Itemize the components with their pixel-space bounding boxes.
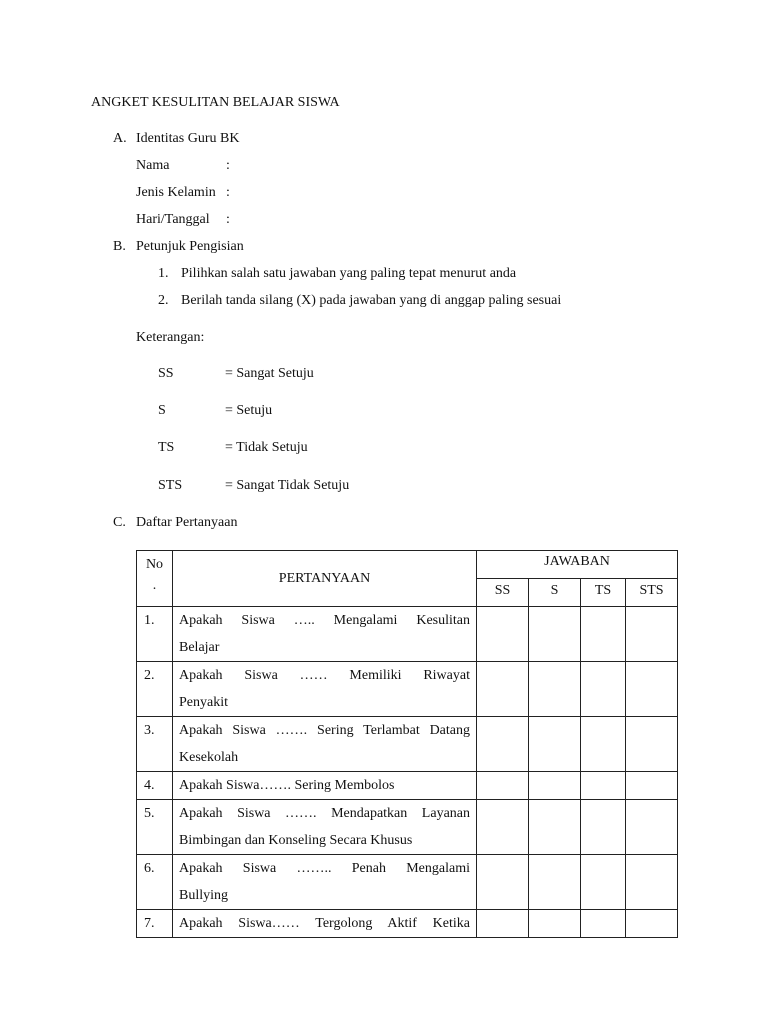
question-line-1: Apakah Siswa ……. Sering Terlambat Datang — [179, 723, 470, 738]
answer-cell-ss[interactable] — [477, 910, 529, 938]
legend-meaning-ts: = Tidak Setuju — [225, 440, 308, 455]
answer-cell-s[interactable] — [529, 910, 581, 938]
question-text — [173, 662, 477, 717]
section-c-heading: Daftar Pertanyaan — [136, 515, 238, 530]
row-number: 3. — [137, 717, 173, 772]
row-number: 1. — [137, 607, 173, 662]
question-line-1: Apakah Siswa…… Tergolong Aktif Ketika — [179, 916, 470, 931]
row-number: 5. — [137, 800, 173, 855]
answer-cell-s[interactable] — [529, 800, 581, 855]
question-line-1: Apakah Siswa …… Memiliki Riwayat — [179, 668, 470, 683]
answer-cell-s[interactable] — [529, 662, 581, 717]
legend-code-s: S — [158, 403, 166, 418]
row-number: 2. — [137, 662, 173, 717]
answer-cell-ss[interactable] — [477, 772, 529, 800]
table-row — [137, 607, 678, 662]
field-label-hari-tanggal: Hari/Tanggal — [136, 212, 210, 227]
section-c-letter: C. — [113, 515, 126, 530]
table-row — [137, 910, 678, 938]
header-pertanyaan: PERTANYAAN — [173, 551, 477, 607]
answer-cell-s[interactable] — [529, 855, 581, 910]
question-table — [136, 550, 678, 938]
header-answer-s: S — [529, 579, 581, 607]
question-line-2: Bullying — [179, 888, 229, 903]
legend-code-ts: TS — [158, 440, 175, 455]
answer-cell-ss[interactable] — [477, 717, 529, 772]
header-jawaban: JAWABAN — [477, 551, 678, 579]
answer-cell-s[interactable] — [529, 607, 581, 662]
question-text — [173, 855, 477, 910]
keterangan-label: Keterangan: — [136, 330, 205, 345]
step-1-number: 1. — [158, 266, 169, 281]
legend-meaning-ss: = Sangat Setuju — [225, 366, 314, 381]
answer-cell-sts[interactable] — [626, 910, 678, 938]
header-answer-sts: STS — [626, 579, 678, 607]
answer-cell-sts[interactable] — [626, 662, 678, 717]
step-2-text: Berilah tanda silang (X) pada jawaban yang di anggap paling sesuai — [181, 293, 562, 308]
answer-cell-ts[interactable] — [581, 800, 626, 855]
question-line-1: Apakah Siswa……. Sering Membolos — [179, 778, 395, 793]
question-line-2: Belajar — [179, 640, 220, 655]
header-no — [137, 551, 173, 607]
table-row — [137, 800, 678, 855]
answer-cell-s[interactable] — [529, 772, 581, 800]
table-row — [137, 662, 678, 717]
table-row — [137, 717, 678, 772]
answer-cell-ss[interactable] — [477, 855, 529, 910]
answer-cell-ts[interactable] — [581, 772, 626, 800]
field-colon-jenis-kelamin: : — [226, 185, 230, 200]
answer-cell-sts[interactable] — [626, 607, 678, 662]
answer-cell-ts[interactable] — [581, 662, 626, 717]
legend-meaning-s: = Setuju — [225, 403, 273, 418]
question-line-1: Apakah Siswa ……. Mendapatkan Layanan — [179, 806, 470, 821]
section-a-letter: A. — [113, 131, 127, 146]
document-title: ANGKET KESULITAN BELAJAR SISWA — [91, 95, 340, 110]
answer-cell-ts[interactable] — [581, 855, 626, 910]
table-row — [137, 855, 678, 910]
field-colon-hari-tanggal: : — [226, 212, 230, 227]
question-text — [173, 717, 477, 772]
field-label-jenis-kelamin: Jenis Kelamin — [136, 185, 216, 200]
row-number: 4. — [137, 772, 173, 800]
answer-cell-ts[interactable] — [581, 607, 626, 662]
table-row — [137, 772, 678, 800]
answer-cell-sts[interactable] — [626, 800, 678, 855]
field-label-nama: Nama — [136, 158, 170, 173]
section-a-heading: Identitas Guru BK — [136, 131, 240, 146]
answer-cell-ts[interactable] — [581, 717, 626, 772]
header-no-dot: . — [152, 578, 157, 593]
question-line-2: Penyakit — [179, 695, 228, 710]
legend-code-sts: STS — [158, 478, 183, 493]
question-text — [173, 910, 477, 938]
answer-cell-sts[interactable] — [626, 855, 678, 910]
question-text — [173, 800, 477, 855]
answer-cell-sts[interactable] — [626, 717, 678, 772]
answer-cell-sts[interactable] — [626, 772, 678, 800]
answer-cell-s[interactable] — [529, 717, 581, 772]
answer-cell-ts[interactable] — [581, 910, 626, 938]
question-line-1: Apakah Siswa …….. Penah Mengalami — [179, 861, 470, 876]
question-line-2: Kesekolah — [179, 750, 239, 765]
header-answer-ts: TS — [581, 579, 626, 607]
row-number: 6. — [137, 855, 173, 910]
question-text — [173, 772, 477, 800]
legend-meaning-sts: = Sangat Tidak Setuju — [225, 478, 350, 493]
step-1-text: Pilihkan salah satu jawaban yang paling tepat menurut anda — [181, 266, 517, 281]
header-no-text: No — [145, 557, 164, 572]
field-colon-nama: : — [226, 158, 230, 173]
step-2-number: 2. — [158, 293, 169, 308]
question-line-1: Apakah Siswa ….. Mengalami Kesulitan — [179, 613, 470, 628]
question-text — [173, 607, 477, 662]
question-line-2: Bimbingan dan Konseling Secara Khusus — [179, 833, 413, 848]
legend-code-ss: SS — [158, 366, 174, 381]
section-b-heading: Petunjuk Pengisian — [136, 239, 244, 254]
row-number: 7. — [137, 910, 173, 938]
section-b-letter: B. — [113, 239, 126, 254]
answer-cell-ss[interactable] — [477, 662, 529, 717]
answer-cell-ss[interactable] — [477, 800, 529, 855]
answer-cell-ss[interactable] — [477, 607, 529, 662]
header-answer-ss: SS — [477, 579, 529, 607]
